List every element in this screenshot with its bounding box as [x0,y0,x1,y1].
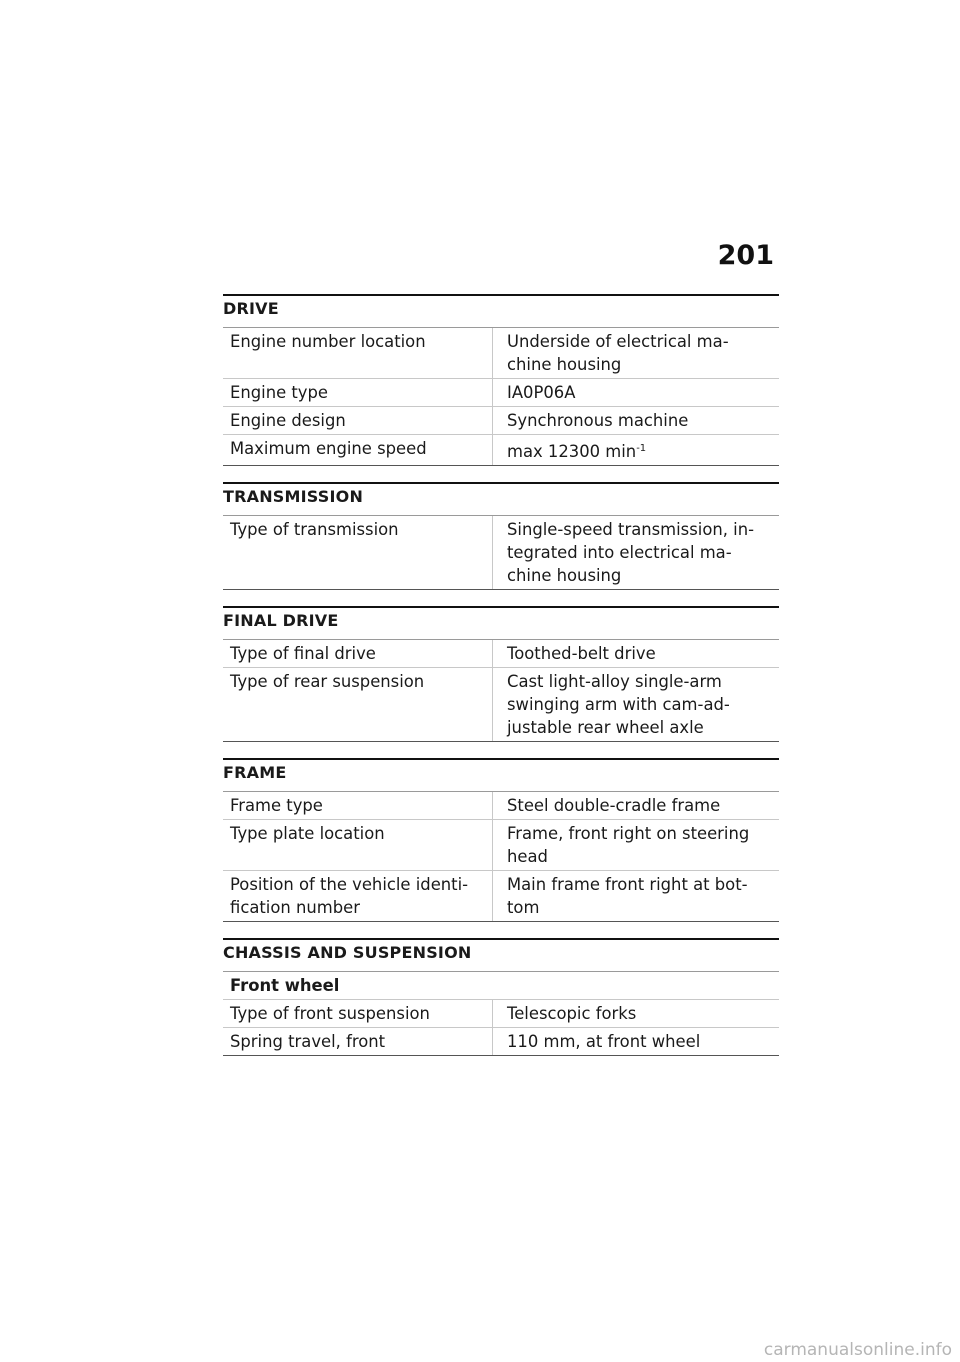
section-title: FINAL DRIVE [223,611,339,630]
table-row [223,1000,779,1028]
table-row [223,516,779,590]
spec-value [493,328,779,378]
table-row [223,871,779,922]
section-title: DRIVE [223,299,279,318]
spec-label: Engine type [223,379,493,406]
spec-value [493,820,779,870]
spec-value [493,792,779,819]
spec-label: Type of front suspension [223,1000,493,1027]
spec-value-text: Cast light-alloy single-arm swinging arm with cam-ad- justable rear wheel axle [507,672,730,737]
spec-content [223,294,779,1072]
table-row [223,435,779,466]
table-row [223,407,779,435]
watermark: carmanualsonline.info [763,1340,952,1360]
spec-table [223,327,779,466]
spec-table [223,515,779,590]
spec-value [493,640,779,667]
spec-label: Position of the vehicle identi- fication number [223,871,493,921]
spec-label: Type plate location [223,820,493,870]
section-title: CHASSIS AND SUSPENSION [223,943,472,962]
spec-value-text: max 12300 min [507,442,637,461]
spec-section-chassis-and-suspension [223,938,779,1056]
section-title: FRAME [223,763,287,782]
spec-value [493,435,779,465]
spec-label: Type of transmission [223,516,493,589]
spec-label: Type of final drive [223,640,493,667]
spec-value-text: Telescopic forks [507,1004,637,1023]
spec-label: Spring travel, front [223,1028,493,1055]
page-number: 201 [717,240,774,271]
table-row [223,668,779,742]
spec-table [223,971,779,1056]
table-row [223,792,779,820]
spec-value-text: Toothed-belt drive [507,644,656,663]
spec-section-drive [223,294,779,466]
spec-value-text: Frame, front right on steering head [507,824,750,866]
spec-value-text: Main frame front right at bot- tom [507,875,748,917]
spec-label: Engine design [223,407,493,434]
table-row [223,820,779,871]
table-row [223,640,779,668]
spec-section-final-drive [223,606,779,742]
section-title: TRANSMISSION [223,487,364,506]
spec-label: Maximum engine speed [223,435,493,465]
spec-table [223,639,779,742]
table-row [223,379,779,407]
spec-value-text: 110 mm, at front wheel [507,1032,701,1051]
spec-value [493,668,779,741]
spec-value [493,407,779,434]
spec-value-superscript: -1 [636,443,647,454]
spec-value-text: Steel double-cradle frame [507,796,721,815]
table-row [223,1028,779,1056]
spec-label: Type of rear suspension [223,668,493,741]
spec-value [493,1028,779,1055]
spec-value-text: Underside of electrical ma- chine housing [507,332,729,374]
spec-value [493,1000,779,1027]
spec-value [493,871,779,921]
spec-section-transmission [223,482,779,590]
spec-value [493,516,779,589]
spec-label: Frame type [223,792,493,819]
spec-value-text: IA0P06A [507,383,576,402]
spec-value [493,379,779,406]
table-subheading: Front wheel [223,972,779,1000]
spec-value-text: Synchronous machine [507,411,689,430]
spec-table [223,791,779,922]
spec-section-frame [223,758,779,922]
table-row [223,328,779,379]
spec-label: Engine number location [223,328,493,378]
spec-value-text: Single-speed transmission, in- tegrated into electrical ma- chine housing [507,520,755,585]
